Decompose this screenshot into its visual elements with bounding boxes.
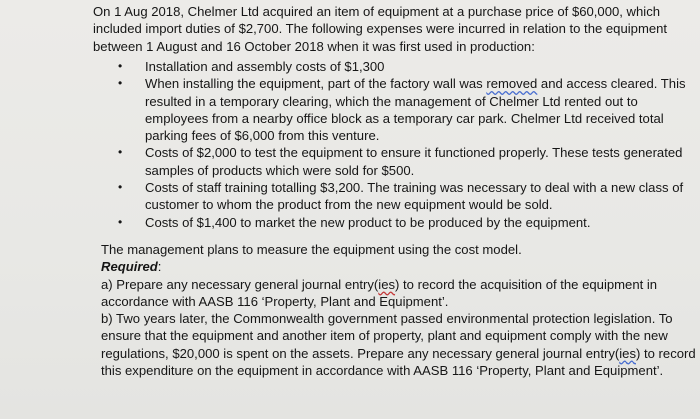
expense-item-marketing (114, 214, 694, 231)
expense-text: Installation and assembly costs of $1,300 (145, 59, 385, 74)
spellcheck-marked-word: ies (619, 345, 636, 361)
part-a-question (101, 276, 696, 311)
expense-item-training (114, 179, 694, 214)
expense-text: Costs of $2,000 to test the equipment to ensure it functioned properly. These tests generated samples of products which were sold for $500. (145, 145, 683, 178)
bullet-dot: • (118, 180, 123, 195)
expense-text-before: When installing the equipment, part of the factory wall was (145, 76, 487, 92)
bullet-dot: • (118, 76, 123, 91)
required-heading (101, 258, 696, 275)
part-a-before: a) Prepare any necessary general journal entry( (101, 276, 379, 292)
part-a-after: ) to record the acquisition of the equipment in accordance with AASB 116 ‘Property, Plant and Equipment’. (101, 276, 658, 309)
expense-text: Costs of $1,400 to market the new product to be produced by the equipment. (145, 214, 591, 230)
part-b-after: ) to record this expenditure on the equipment in accordance with AASB 116 ‘Property, Plant and Equipment’. (101, 345, 696, 379)
intro-paragraph: On 1 Aug 2018, Chelmer Ltd acquired an item of equipment at a purchase price of $60,000, which included import duties of $2,700. The following expenses were incurred in relation to the equipment between 1 August and 16 October 2018 when it was first used in production: (93, 4, 668, 54)
management-plan: The management plans to measure the equipment using the cost model. (101, 242, 522, 257)
bullet-dot: • (118, 145, 123, 160)
expense-item-factory-wall (114, 75, 694, 144)
part-b-before: b) Two years later, the Commonwealth government passed environmental protection legislation. To ensure that the equipment and another item of property, plant and equipment comply with the new regulations, $20,000 is spent on the assets. Prepare any necessary general journal entry( (101, 311, 673, 361)
expense-text-after: and access cleared. This resulted in a temporary clearing, which the management of Chelmer Ltd rented out to employees from a nearby office block as a temporary car park. Chelmer Ltd received total parking fees of $6,000 from this venture. (145, 76, 686, 144)
bullet-dot: • (118, 214, 123, 229)
spellcheck-marked-word: removed (486, 76, 538, 92)
expense-item-installation (114, 58, 694, 75)
required-label: Required (101, 259, 158, 275)
spellcheck-marked-word: ies (378, 276, 396, 292)
required-colon: : (157, 259, 162, 275)
expense-list (114, 58, 694, 231)
part-b-question (101, 310, 696, 379)
requirements-section (101, 241, 696, 379)
expense-item-testing (114, 144, 694, 179)
expense-text: Costs of staff training totalling $3,200. The training was necessary to deal with a new class of customer to whom the product from the new equipment would be sold. (145, 180, 684, 213)
bullet-dot: • (118, 59, 123, 73)
